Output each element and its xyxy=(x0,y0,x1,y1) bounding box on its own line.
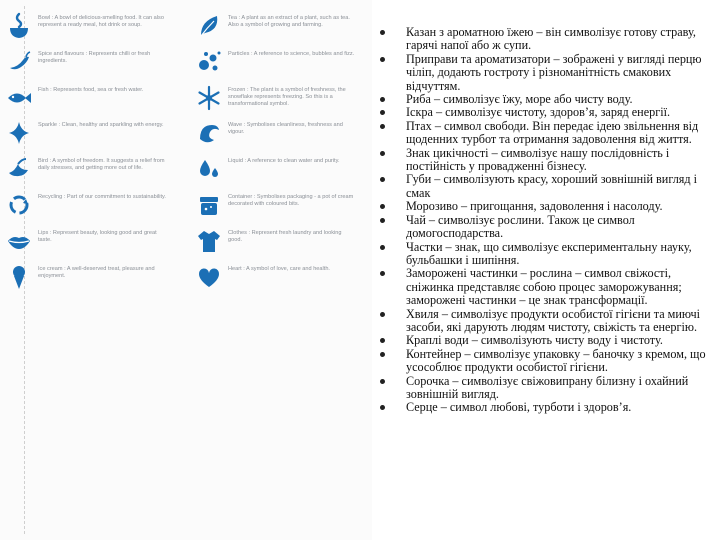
bullet-icon xyxy=(380,57,385,62)
icon-caption: Tea : A plant as an extract of a plant, such as tea. Also a symbol of growing and farming. xyxy=(228,15,350,28)
icon-meaning-list xyxy=(380,26,716,415)
icon-cell xyxy=(6,10,176,46)
icon-cell xyxy=(196,46,366,82)
icon-cell xyxy=(196,82,366,118)
bullet-icon xyxy=(380,30,385,35)
icon-column-left xyxy=(6,10,176,535)
bullet-icon xyxy=(380,204,385,209)
bullet-icon xyxy=(380,218,385,223)
list-item: Риба – символізує їжу, море або чисту воду. xyxy=(380,93,716,106)
icon-cell xyxy=(6,153,176,189)
icon-cell xyxy=(6,82,176,118)
bird-icon xyxy=(6,155,32,183)
icon-caption: Bird : A symbol of freedom. It suggests a relief from daily stresses, and getting more out of life. xyxy=(38,158,165,172)
wave-icon xyxy=(196,119,222,147)
bullet-icon xyxy=(380,124,385,129)
ice-cream-icon xyxy=(6,263,32,291)
list-item: Серце – символ любові, турботи і здоров’я. xyxy=(380,401,716,414)
recycling-icon xyxy=(6,191,32,219)
sparkle-icon xyxy=(6,119,32,147)
icon-cell xyxy=(6,225,176,261)
tea-leaf-icon xyxy=(196,12,222,40)
list-item: Приправи та ароматизатори – зображені у вигляді перцю чіліп, додають гостроту і різноманітність смакових відчуттям. xyxy=(380,53,716,93)
icon-cell xyxy=(196,261,366,297)
list-item: Птах – символ свободи. Він передає ідею звільнення від щоденних турбот та отримання задоволення від життя. xyxy=(380,120,716,147)
bullet-icon xyxy=(380,379,385,384)
snowflake-icon xyxy=(196,84,222,112)
bullet-icon xyxy=(380,338,385,343)
icon-caption: Clothes : Represent fresh laundry and looking good. xyxy=(228,229,342,243)
icon-cell xyxy=(6,117,176,153)
list-item: Краплі води – символізують чисту воду і чистоту. xyxy=(380,334,716,347)
icon-cell xyxy=(196,117,366,153)
list-item: Контейнер – символізує упаковку – баночку з кремом, що усособлює продукти особистої гігієни. xyxy=(380,348,716,375)
list-item: Іскра – символізує чистоту, здоров’я, заряд енергії. xyxy=(380,106,716,119)
icon-caption: Particles : A reference to science, bubbles and fizz. xyxy=(228,50,355,57)
list-item: Морозиво – пригощання, задоволення і насолоду. xyxy=(380,200,716,213)
lips-icon xyxy=(6,227,32,255)
container-icon xyxy=(196,191,222,219)
chili-icon xyxy=(6,48,32,76)
icon-caption: Frozen : The plant is a symbol of freshness, the snowflake represents freezing. So this is a transformational symbol. xyxy=(228,86,346,107)
bullet-icon xyxy=(380,352,385,357)
bullet-icon xyxy=(380,151,385,156)
list-item: Хвиля – символізує продукти особистої гігієни та миючі засоби, які дарують людям чистоту, свіжість та енергію. xyxy=(380,308,716,335)
bullet-icon xyxy=(380,97,385,102)
icon-caption: Bowl : A bowl of delicious-smelling food. It can also represent a ready meal, hot drink or soup. xyxy=(38,15,164,28)
icon-caption: Recycling : Part of our commitment to sustainability. xyxy=(38,193,166,200)
list-item: Сорочка – символізує свіжовипрану білизну і охайний зовнішній вигляд. xyxy=(380,375,716,402)
bullet-icon xyxy=(380,312,385,317)
bullet-icon xyxy=(380,177,385,182)
icon-caption: Fish : Represents food, sea or fresh water. xyxy=(38,86,144,93)
list-item: Заморожені частинки – рослина – символ свіжості, сніжинка представляє собою процес заморожування; заморожені частинки – це знак трансформації. xyxy=(380,267,716,307)
icon-cell xyxy=(196,10,366,46)
icon-caption: Wave : Symbolises cleanliness, freshness and vigour. xyxy=(228,122,343,136)
icon-cell xyxy=(196,225,366,261)
icon-caption: Lips : Represent beauty, looking good and great taste. xyxy=(38,229,157,243)
icon-cell xyxy=(6,46,176,82)
list-item: Чай – символізує рослини. Також це символ домогосподарства. xyxy=(380,214,716,241)
list-item: Знак цикічності – символізує нашу послідовність і постійність у провадженні бізнесу. xyxy=(380,147,716,174)
bowl-icon xyxy=(6,12,32,40)
icon-cell xyxy=(6,261,176,297)
icon-caption: Ice cream : A well-deserved treat, pleasure and enjoyment. xyxy=(38,265,155,279)
icon-caption: Liquid : A reference to clean water and purity. xyxy=(228,158,340,165)
drops-icon xyxy=(196,155,222,183)
icon-caption: Heart : A symbol of love, care and health. xyxy=(228,265,330,272)
heart-icon xyxy=(196,263,222,291)
bubbles-icon xyxy=(196,48,222,76)
bullet-icon xyxy=(380,405,385,410)
list-item: Казан з ароматною їжею – він символізує готову страву, гарячі напої або ж супи. xyxy=(380,26,716,53)
bullet-icon xyxy=(380,110,385,115)
icon-caption: Container : Symbolises packaging - a pot of cream decorated with coloured bits. xyxy=(228,193,354,207)
icon-cell xyxy=(6,189,176,225)
list-item: Губи – символізують красу, хороший зовнішній вигляд і смак xyxy=(380,173,716,200)
shirt-icon xyxy=(196,227,222,255)
list-item: Частки – знак, що символізує експериментальну науку, бульбашки і шипіння. xyxy=(380,241,716,268)
icon-caption: Spice and flavours : Represents chilli or fresh ingredients. xyxy=(38,50,151,64)
bullet-icon xyxy=(380,245,385,250)
bullet-icon xyxy=(380,271,385,276)
icon-cell xyxy=(196,153,366,189)
icon-column-right xyxy=(196,10,366,535)
icon-cell xyxy=(196,189,366,225)
icon-caption: Sparkle : Clean, healthy and sparkling with energy. xyxy=(38,122,164,129)
fish-icon xyxy=(6,84,32,112)
